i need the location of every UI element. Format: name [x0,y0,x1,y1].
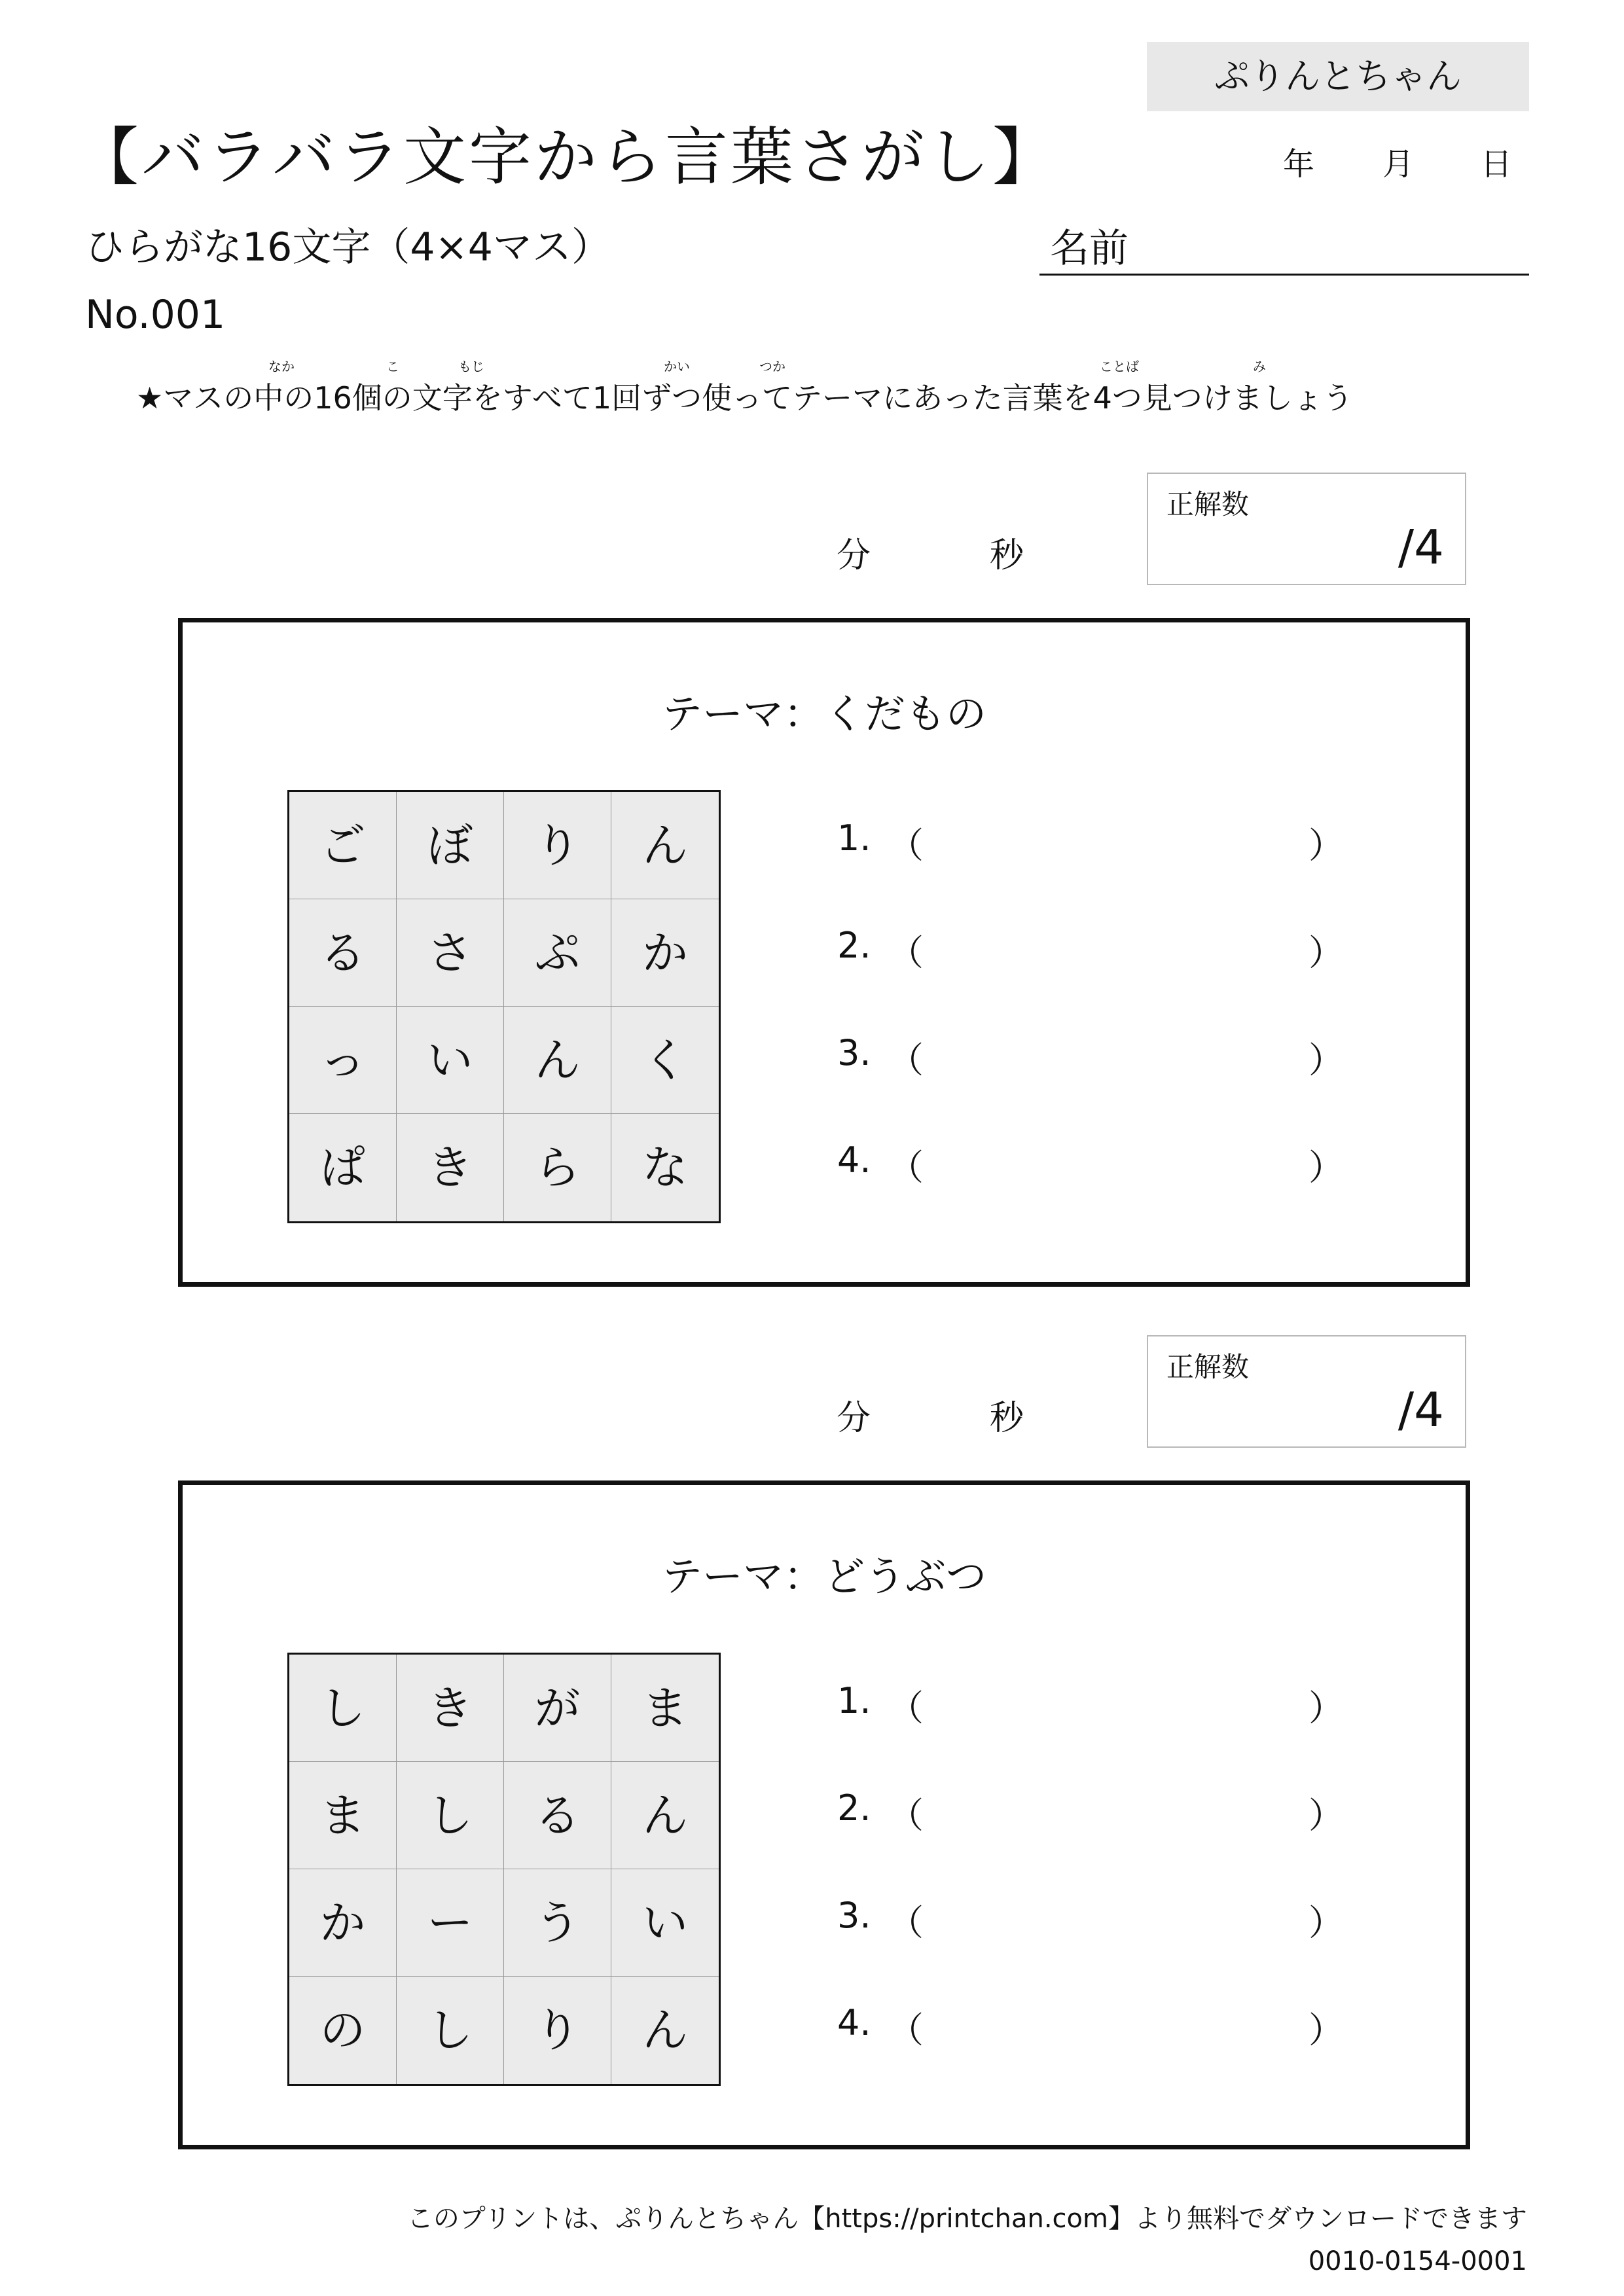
ruby-ko: こ [386,359,399,374]
ruby-mi: み [1253,359,1266,374]
ruby-kai: かい [664,359,690,374]
answer-open-paren: （ [888,825,924,866]
letter-grid [287,790,721,1223]
date-day-label: 日 [1481,146,1513,183]
ruby-naka: なか [268,359,295,374]
answer-close-paren: ） [1308,1039,1344,1081]
page-title: 【バラバラ文字から言葉さがし】 [76,120,1058,194]
answer-open-paren: （ [888,2009,924,2051]
grid-cell: り [504,1977,611,2084]
grid-cell: か [611,899,719,1007]
grid-cell: ま [289,1762,397,1869]
worksheet-number: No.001 [85,292,226,338]
answer-number: 3. [837,1895,871,1936]
grid-cell: か [289,1869,397,1977]
answer-number: 3. [837,1032,871,1073]
puzzle-theme: テーマ：どうぶつ [661,1552,986,1600]
name-label: 名前 [1050,226,1128,272]
grid-cell: き [397,1114,504,1221]
answer-open-paren: （ [888,932,924,973]
answer-close-paren: ） [1308,932,1344,973]
print-code: 0010-0154-0001 [1308,2246,1527,2276]
second-label: 秒 [990,536,1024,575]
grid-cell: っ [289,1007,397,1114]
answer-open-paren: （ [888,1039,924,1081]
subtitle: ひらがな16文字（4×4マス） [85,224,611,270]
grid-cell: ー [397,1869,504,1977]
minute-label: 分 [837,536,871,575]
answer-number: 4. [837,1139,871,1181]
grid-cell: る [504,1762,611,1869]
score-label: 正解数 [1166,488,1250,520]
answer-number: 1. [837,817,871,859]
grid-cell: ら [504,1114,611,1221]
answer-close-paren: ） [1308,2009,1344,2051]
ruby-kotoba: ことば [1100,359,1139,374]
grid-cell: い [397,1007,504,1114]
ruby-moji: もじ [458,359,484,374]
grid-cell: し [397,1977,504,2084]
grid-cell: し [397,1762,504,1869]
answer-number: 1. [837,1680,871,1721]
grid-cell: が [504,1655,611,1762]
ruby-tsuka: つか [759,359,785,374]
grid-cell: な [642,1141,688,1194]
minute-label: 分 [837,1399,871,1438]
puzzle-panel [178,1480,1470,2149]
date-year-label: 年 [1283,146,1315,183]
grid-cell: し [289,1655,397,1762]
score-value: /4 [1398,1382,1444,1437]
name-field-line[interactable] [1039,274,1529,276]
grid-cell: ご [289,792,397,899]
grid-cell: ぼ [397,792,504,899]
grid-cell: ん [611,1762,719,1869]
puzzle-panel [178,618,1470,1287]
score-box[interactable] [1147,473,1466,585]
grid-cell: ん [642,2003,688,2057]
answer-number: 2. [837,925,871,966]
grid-cell: さ [397,899,504,1007]
score-label: 正解数 [1166,1351,1250,1383]
puzzle-theme: テーマ：くだもの [661,690,986,738]
answer-close-paren: ） [1308,1687,1344,1729]
grid-cell: く [611,1007,719,1114]
grid-cell: ん [504,1007,611,1114]
footer-text: このプリントは、ぷりんとちゃん【https://printchan.com】より無料でダウンロードできます [406,2204,1527,2234]
letter-grid [287,1653,721,2086]
answer-number: 2. [837,1787,871,1829]
brand-label: ぷりんとちゃん [1147,42,1529,111]
date-month-label: 月 [1382,146,1415,183]
score-box[interactable] [1147,1335,1466,1448]
grid-cell: き [397,1655,504,1762]
answer-open-paren: （ [888,1147,924,1188]
grid-cell: る [289,899,397,1007]
answer-number: 4. [837,2002,871,2043]
second-label: 秒 [990,1399,1024,1438]
grid-cell: い [611,1869,719,1977]
answer-open-paren: （ [888,1795,924,1836]
answer-close-paren: ） [1308,1795,1344,1836]
grid-cell: ん [611,792,719,899]
grid-cell: う [504,1869,611,1977]
grid-cell: ぷ [504,899,611,1007]
answer-close-paren: ） [1308,825,1344,866]
answer-open-paren: （ [888,1687,924,1729]
grid-cell: ま [611,1655,719,1762]
grid-cell: り [504,792,611,899]
grid-cell: ぱ [289,1114,397,1221]
answer-open-paren: （ [888,1902,924,1943]
score-value: /4 [1398,520,1444,575]
instruction-text: ★マスの中の16個の文字をすべて1回ずつ使ってテーマにあった言葉を4つ見つけましょう [136,380,1353,416]
grid-cell: の [289,1977,397,2084]
answer-close-paren: ） [1308,1147,1344,1188]
answer-close-paren: ） [1308,1902,1344,1943]
